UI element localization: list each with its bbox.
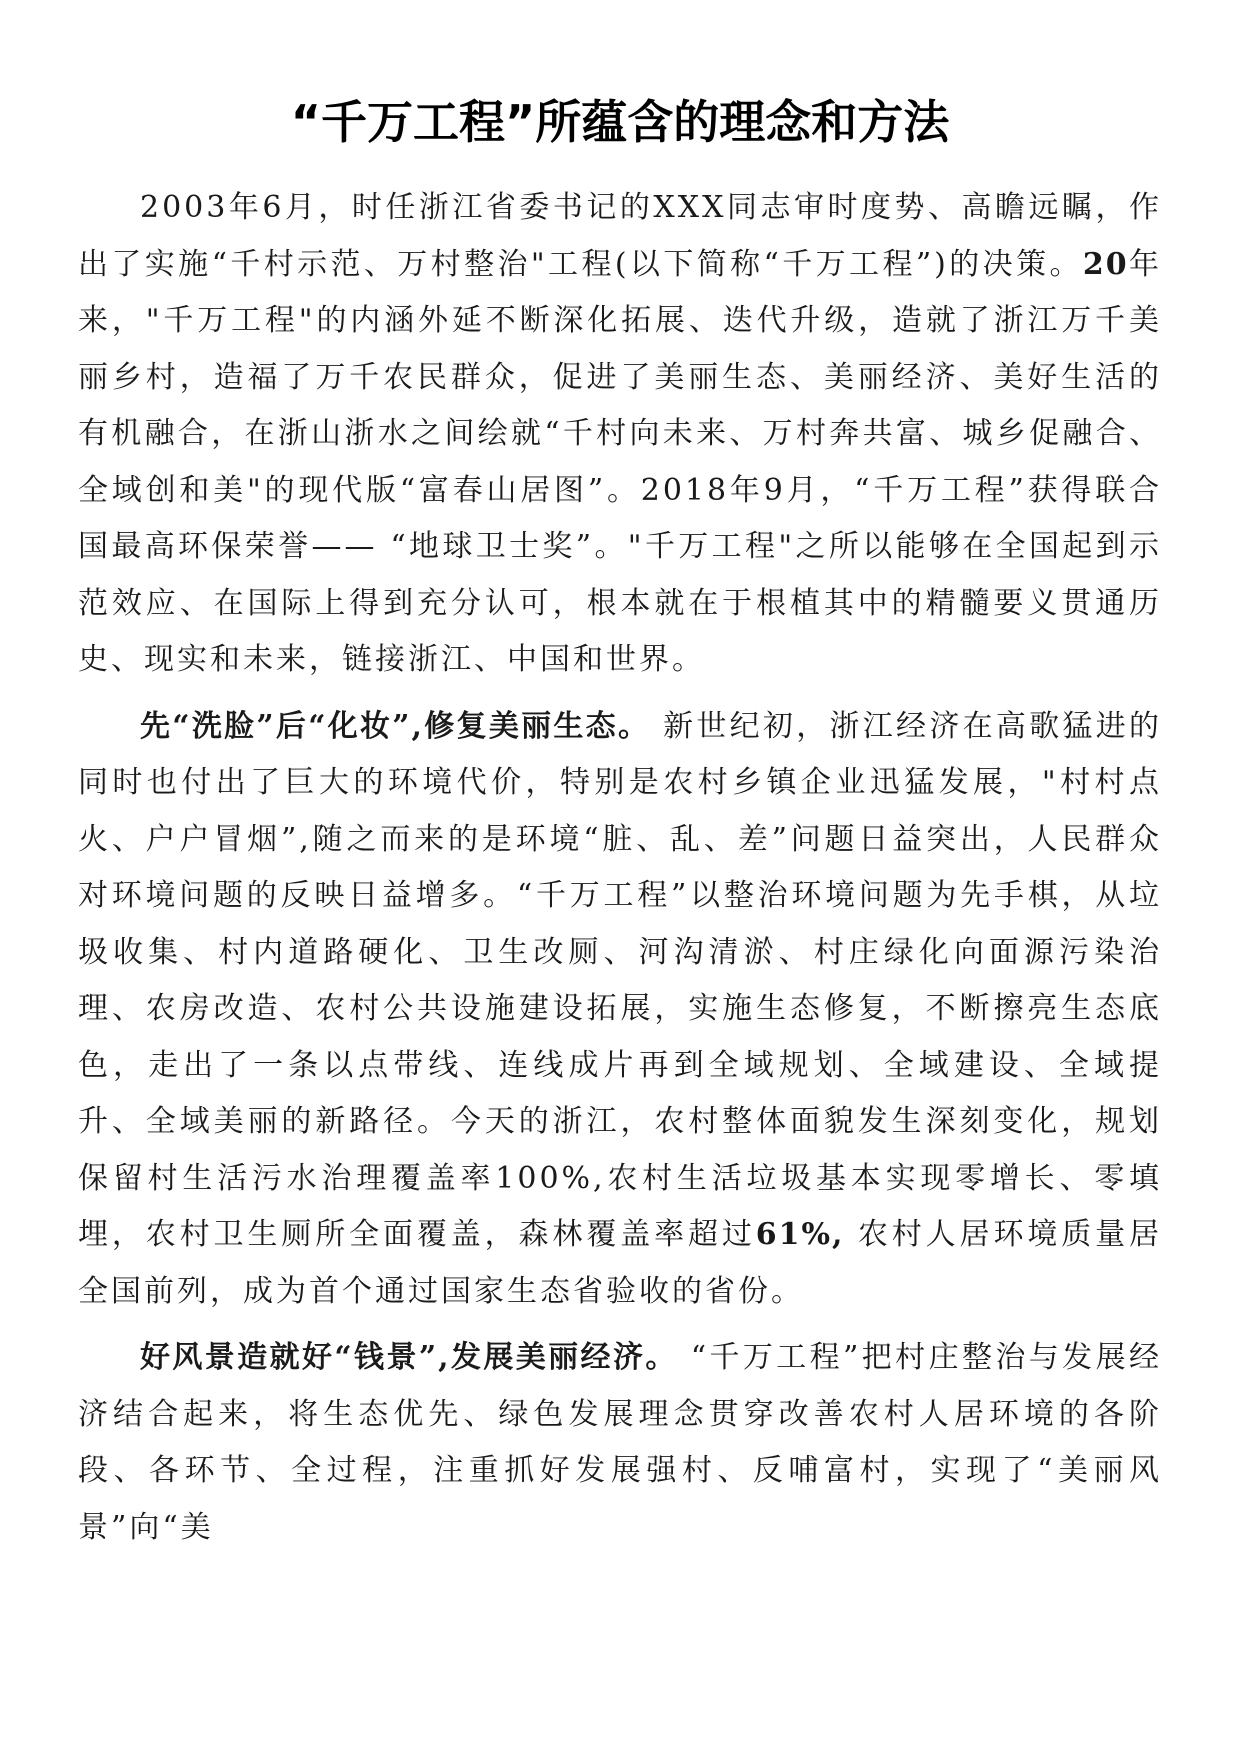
ecology-bold-forest-rate: 61%, bbox=[755, 1217, 845, 1252]
economy-text-1: “千万工程”把村庄整治与发展经济结合起来，将生态优先、绿色发展理念贯穿改善农村人居环境的各阶段、各环节、全过程，注重抓好发展强村、反哺富村，实现了“美丽风景”向“美 bbox=[78, 1340, 1162, 1545]
ecology-heading: 先“洗脸”后“化妆”,修复美丽生态。 bbox=[140, 708, 651, 744]
paragraph-intro bbox=[78, 180, 1162, 689]
paragraph-ecology bbox=[78, 699, 1162, 1321]
ecology-text-2: 农村人居环境质量居全国前列，成为首个通过国家生态省验收的省份。 bbox=[78, 1217, 1162, 1309]
intro-text-1: 2003年6月，时任浙江省委书记的XXX同志审时度势、高瞻远瞩，作出了实施“千村示范、万村整治"工程(以下简称“千万工程”)的决策。 bbox=[78, 190, 1162, 282]
intro-text-2: 年来，"千万工程"的内涵外延不断深化拓展、迭代升级，造就了浙江万千美丽乡村，造福了万千农民群众，促进了美丽生态、美丽经济、美好生活的有机融合，在浙山浙水之间绘就“千村向未来、万村奔共富、城乡促融合、全域创和美"的现代版“富春山居图”。2018年9月，“千万工程”获得联合国最高环保荣誉—— “地球卫士奖”。"千万工程"之所以能够在全国起到示范效应、在国际上得到充分认可，根本就在于根植其中的精髓要义贯通历史、现实和未来，链接浙江、中国和世界。 bbox=[78, 246, 1163, 677]
document-body bbox=[78, 180, 1162, 1556]
document-title: “千万工程”所蕴含的理念和方法 bbox=[290, 95, 950, 149]
ecology-text-1: 新世纪初，浙江经济在高歌猛进的同时也付出了巨大的环境代价，特别是农村乡镇企业迅猛发展，"村村点火、户户冒烟”,随之而来的是环境“脏、乱、差”问题日益突出，人民群众对环境问题的反映日益增多。“千万工程”以整治环境问题为先手棋，从垃圾收集、村内道路硬化、卫生改厕、河沟清淤、村庄绿化向面源污染治理、农房改造、农村公共设施建设拓展，实施生态修复，不断擦亮生态底色，走出了一条以点带线、连线成片再到全域规划、全域建设、全域提升、全域美丽的新路径。今天的浙江，农村整体面貌发生深刻变化，规划保留村生活污水治理覆盖率100%,农村生活垃圾基本实现零增长、零填埋，农村卫生厕所全面覆盖，森林覆盖率超过 bbox=[78, 708, 1162, 1252]
paragraph-economy bbox=[78, 1330, 1162, 1556]
intro-bold-years: 20 bbox=[1082, 246, 1129, 282]
economy-heading: 好风景造就好“钱景”,发展美丽经济。 bbox=[140, 1340, 678, 1375]
